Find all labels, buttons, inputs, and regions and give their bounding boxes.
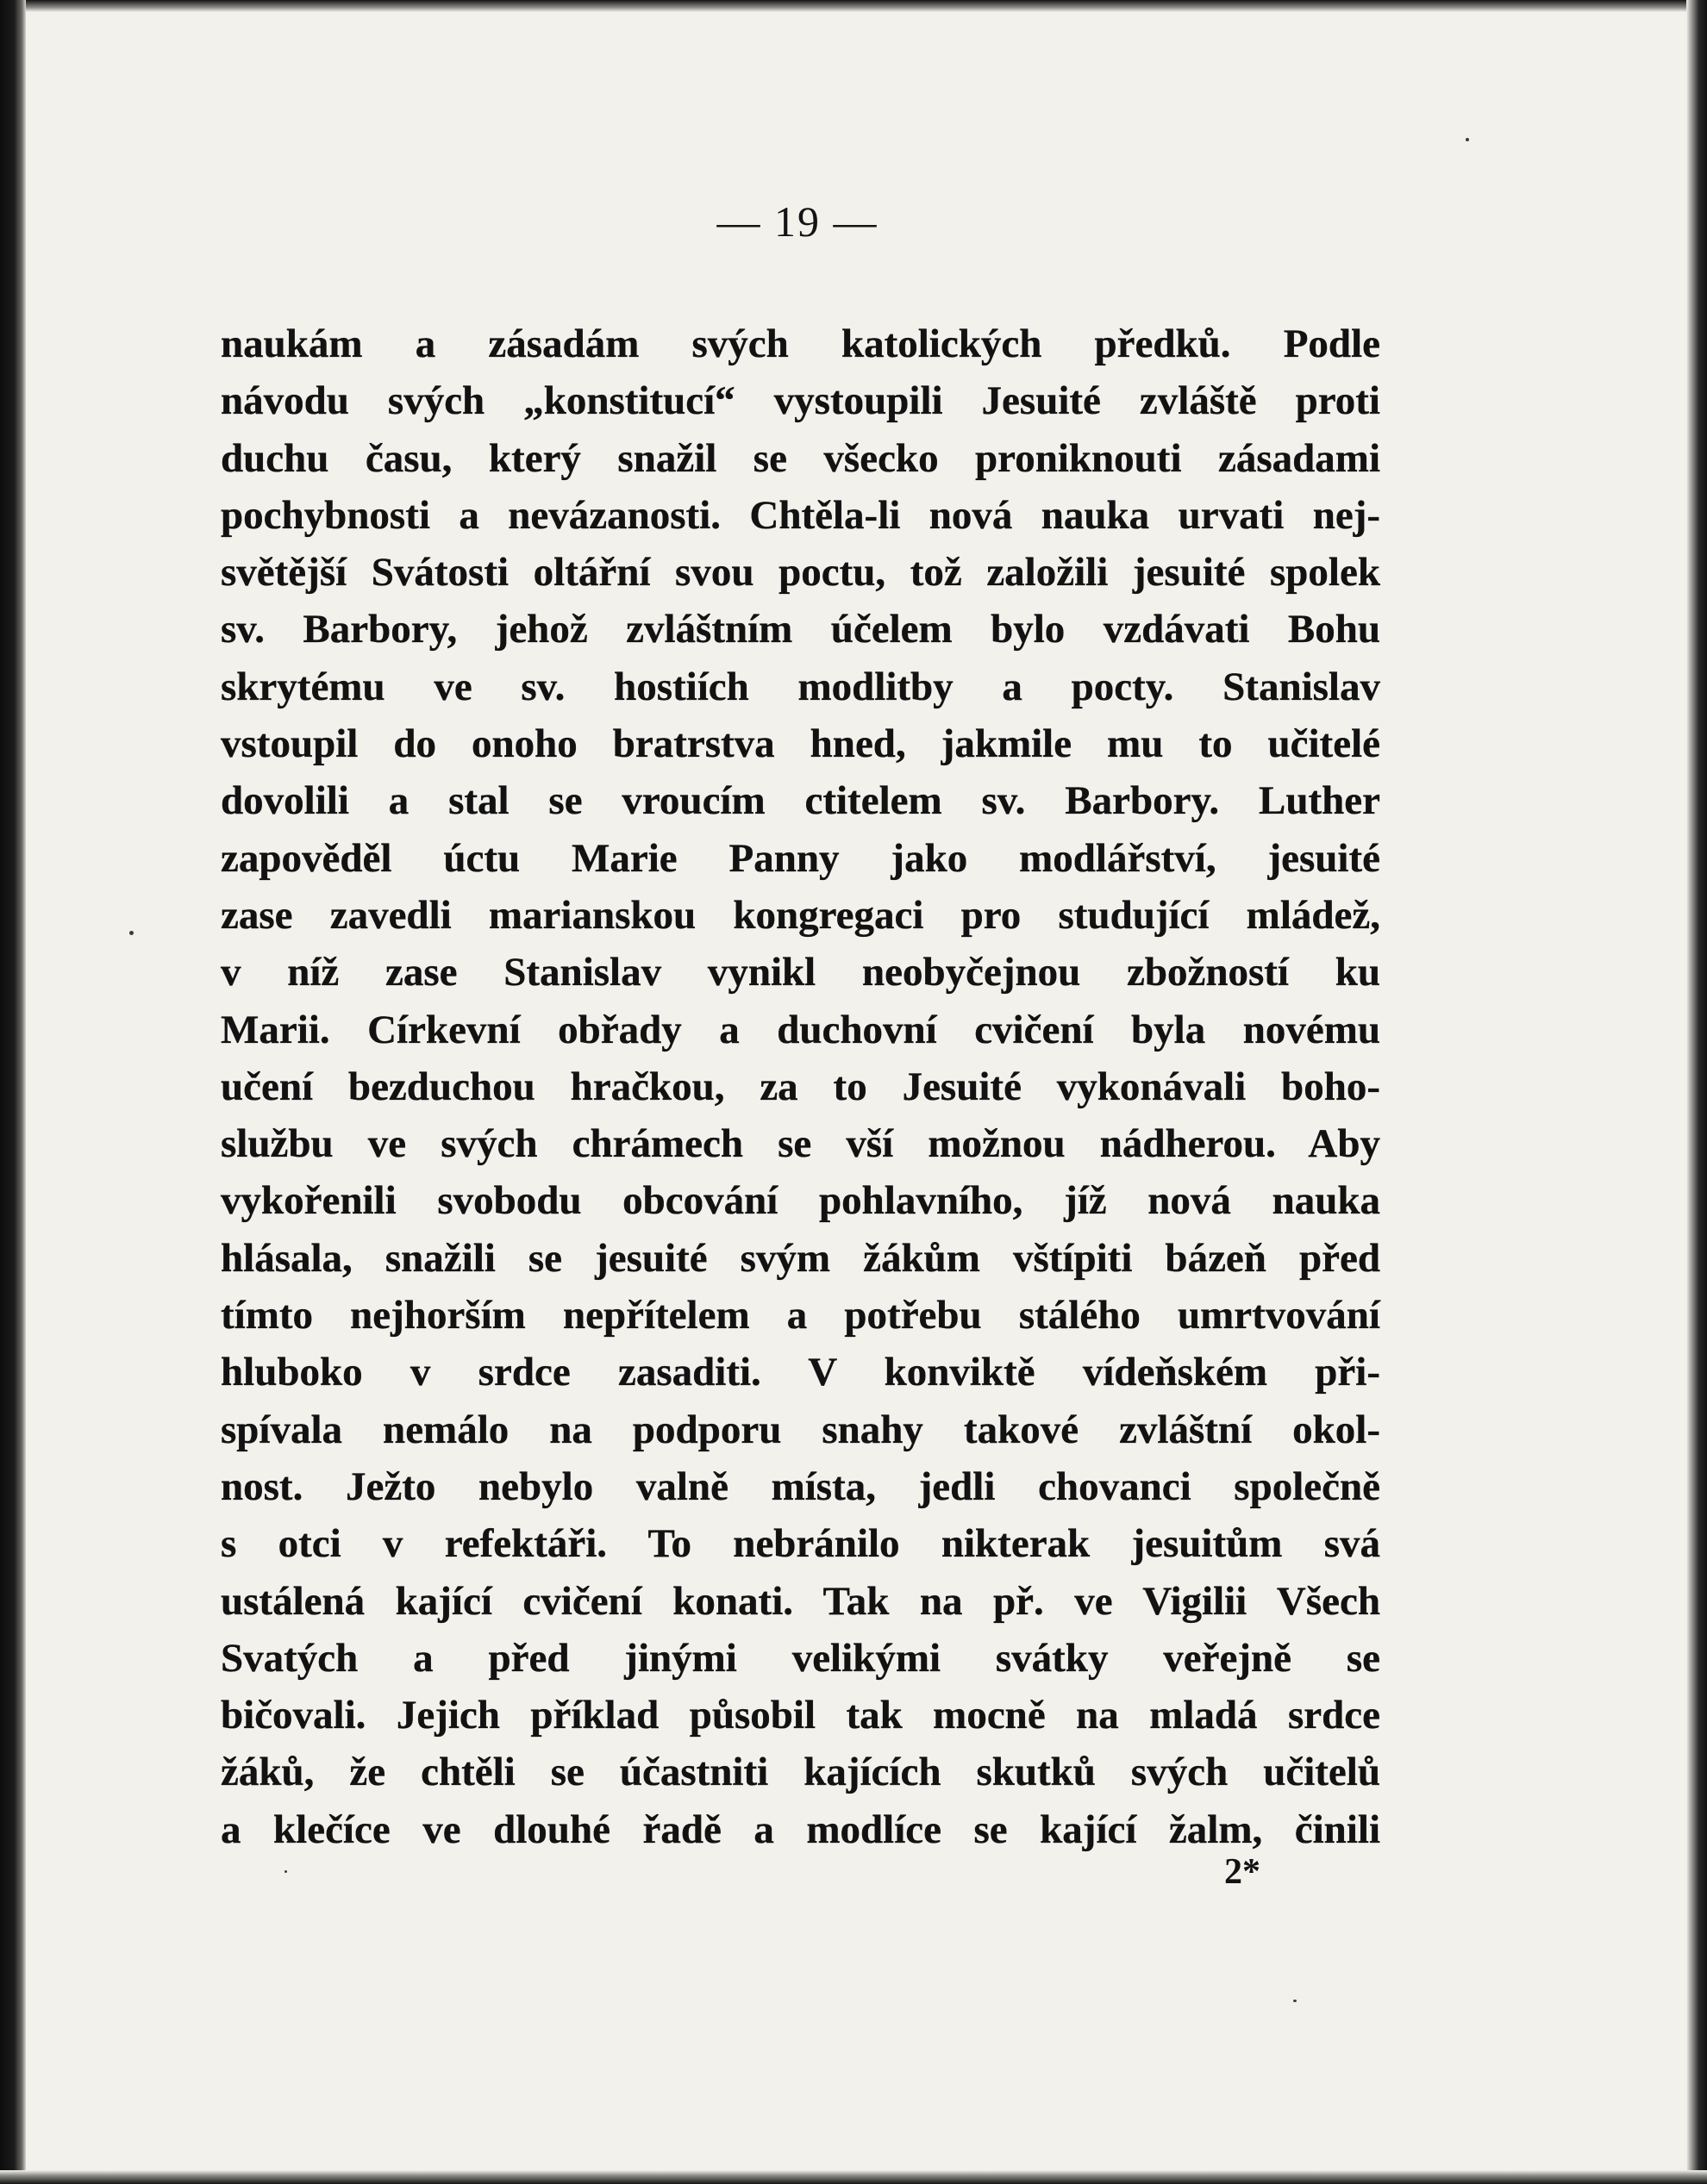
text-line: tímto nejhorším nepřítelem a potřebu stálého umrtvování bbox=[221, 1293, 1380, 1338]
text-line: v níž zase Stanislav vynikl neobyčejnou zbožností ku bbox=[221, 950, 1380, 995]
scan-top-edge bbox=[0, 0, 1707, 12]
text-line: a klečíce ve dlouhé řadě a modlíce se kající žalm, činili bbox=[221, 1806, 1380, 1852]
text-line: návodu svých „konstitucí“ vystoupili Jesuité zvláště proti bbox=[221, 378, 1380, 424]
scan-speck bbox=[1466, 138, 1469, 141]
text-line: ustálená kající cvičení konati. Tak na př. ve Vigilii Všech bbox=[221, 1578, 1380, 1624]
text-line: vykořenili svobodu obcování pohlavního, jíž nová nauka bbox=[221, 1178, 1380, 1224]
text-line: duchu času, který snažil se všecko proniknouti zásadami bbox=[221, 435, 1380, 481]
text-line: Marii. Církevní obřady a duchovní cvičení byla novému bbox=[221, 1007, 1380, 1052]
text-line: pochybnosti a nevázanosti. Chtěla-li nová nauka urvati nej- bbox=[221, 492, 1380, 538]
book-spine-edge bbox=[0, 0, 26, 2184]
text-line: hlásala, snažili se jesuité svým žákům vštípiti bázeň před bbox=[221, 1235, 1380, 1281]
text-line: skrytému ve sv. hostiích modlitby a pocty. Stanislav bbox=[221, 664, 1380, 709]
text-line: naukám a zásadám svých katolických předků. Podle bbox=[221, 321, 1380, 366]
text-line: bičovali. Jejich příklad působil tak mocně na mladá srdce bbox=[221, 1693, 1380, 1738]
page-number: — 19 — bbox=[716, 197, 879, 246]
scan-speck bbox=[1293, 2000, 1297, 2002]
scan-speck bbox=[284, 1870, 287, 1873]
text-line: vstoupil do onoho bratrstva hned, jakmile mu to učitelé bbox=[221, 721, 1380, 767]
text-line: zase zavedli marianskou kongregaci pro studující mládež, bbox=[221, 892, 1380, 938]
text-line: žáků, že chtěli se účastniti kajících skutků svých učitelů bbox=[221, 1750, 1380, 1795]
text-line: světější Svátosti oltářní svou poctu, tož založili jesuité spolek bbox=[221, 550, 1380, 596]
text-line: dovolili a stal se vroucím ctitelem sv. Barbory. Luther bbox=[221, 778, 1380, 824]
text-line: zapověděl úctu Marie Panny jako modlářství, jesuité bbox=[221, 835, 1380, 881]
text-line: sv. Barbory, jehož zvláštním účelem bylo vzdávati Bohu bbox=[221, 607, 1380, 652]
text-line: Svatých a před jinými velikými svátky veřejně se bbox=[221, 1635, 1380, 1681]
body-text bbox=[221, 315, 1380, 1858]
text-line: učení bezduchou hračkou, za to Jesuité vykonávali boho- bbox=[221, 1064, 1380, 1109]
text-line: službu ve svých chrámech se vší možnou nádherou. Aby bbox=[221, 1121, 1380, 1167]
text-line: nost. Ježto nebylo valně místa, jedli chovanci společně bbox=[221, 1463, 1380, 1509]
text-line: hluboko v srdce zasaditi. V konviktě vídeňském při- bbox=[221, 1350, 1380, 1395]
text-line: spívala nemálo na podporu snahy takové zvláštní okol- bbox=[221, 1407, 1380, 1452]
scan-bottom-edge bbox=[0, 2170, 1707, 2184]
scan-speck bbox=[129, 931, 134, 935]
scan-right-edge bbox=[1686, 0, 1707, 2184]
signature-mark: 2* bbox=[1224, 1852, 1260, 1892]
text-line: s otci v refektáři. To nebránilo nikterak jesuitům svá bbox=[221, 1521, 1380, 1567]
